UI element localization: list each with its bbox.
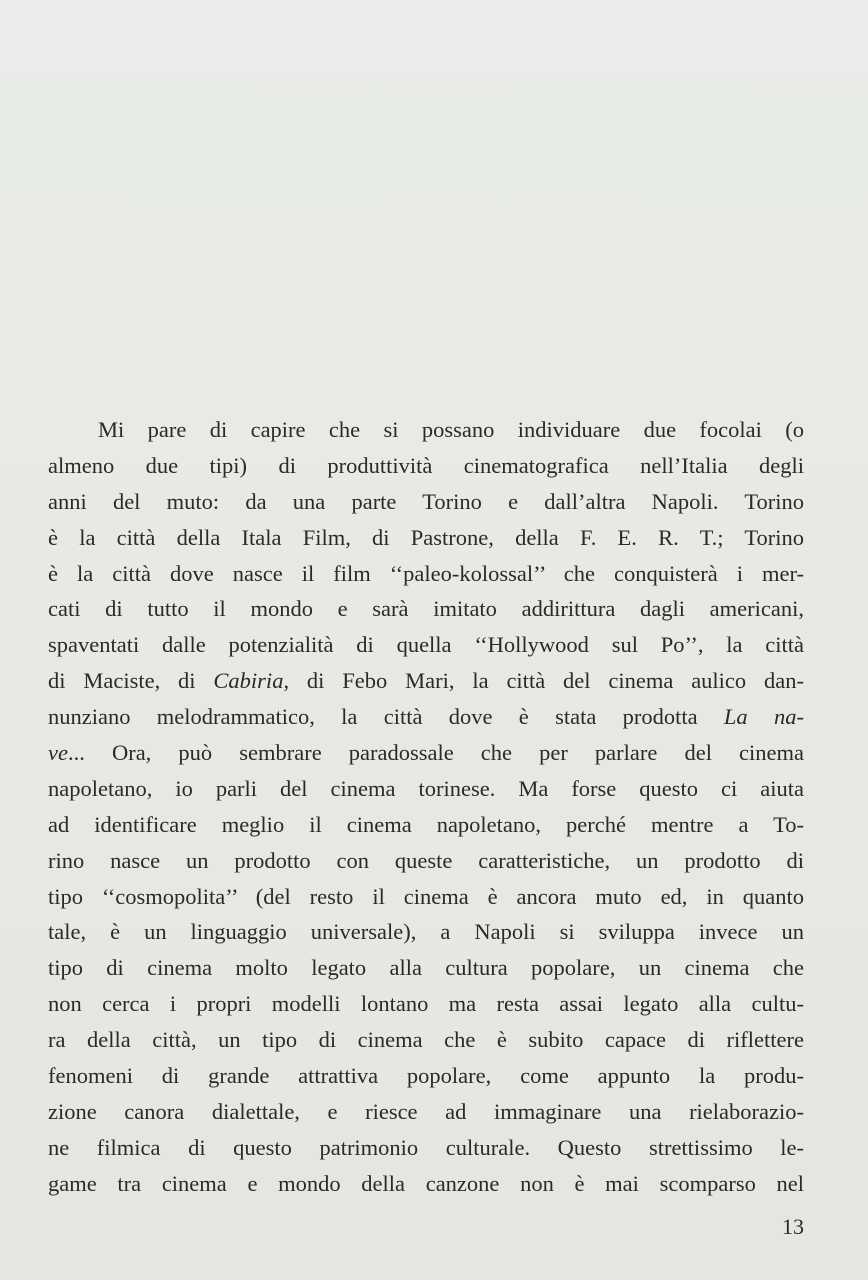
text-line: cati di tutto il mondo e sarà imitato addirittura dagli americani, [48,596,804,622]
text-line: ve... Ora, può sembrare paradossale che per parlare del cinema [48,740,804,766]
italic-title: La na- [723,704,804,730]
text-line: anni del muto: da una parte Torino e dall’altra Napoli. Torino [48,488,804,514]
text-line: game tra cinema e mondo della canzone non è mai scomparso nel [48,1170,804,1196]
text-line: è la città dove nasce il film ‘‘paleo-kolossal’’ che conquisterà i mer- [48,560,804,586]
text-line: nunziano melodrammatico, la città dove è stata prodotta La na- [48,704,804,730]
text-line: di Maciste, di Cabiria, di Febo Mari, la città del cinema aulico dan- [48,668,804,694]
text-line: almeno due tipi) di produttività cinematografica nell’Italia degli [48,452,804,478]
text-line: rino nasce un prodotto con queste caratteristiche, un prodotto di [48,847,804,873]
text-line: ra della città, un tipo di cinema che è subito capace di riflettere [48,1027,804,1053]
text-line: tale, è un linguaggio universale), a Napoli si sviluppa invece un [48,919,804,945]
text-line: ne filmica di questo patrimonio culturale. Questo strettissimo le- [48,1134,804,1160]
text-line: tipo ‘‘cosmopolita’’ (del resto il cinema è ancora muto ed, in quanto [48,883,804,909]
italic-title: ve [48,740,68,766]
text-line: è la città della Itala Film, di Pastrone, della F. E. R. T.; Torino [48,524,804,550]
text-line: non cerca i propri modelli lontano ma resta assai legato alla cultu- [48,991,804,1017]
text-line: fenomeni di grande attrattiva popolare, come appunto la produ- [48,1063,804,1089]
text-line: Mi pare di capire che si possano individuare due focolai (o [98,417,804,442]
body-paragraph [48,412,804,1202]
text-line: napoletano, io parli del cinema torinese. Ma forse questo ci aiuta [48,775,804,801]
text-line: tipo di cinema molto legato alla cultura popolare, un cinema che [48,955,804,981]
text-line: zione canora dialettale, e riesce ad immaginare una rielaborazio- [48,1098,804,1124]
text-line: ad identificare meglio il cinema napoletano, perché mentre a To- [48,811,804,837]
page-number: 13 [782,1214,804,1239]
italic-title: Cabiria [213,668,284,694]
text-line: spaventati dalle potenzialità di quella ‘‘Hollywood sul Po’’, la città [48,632,804,658]
